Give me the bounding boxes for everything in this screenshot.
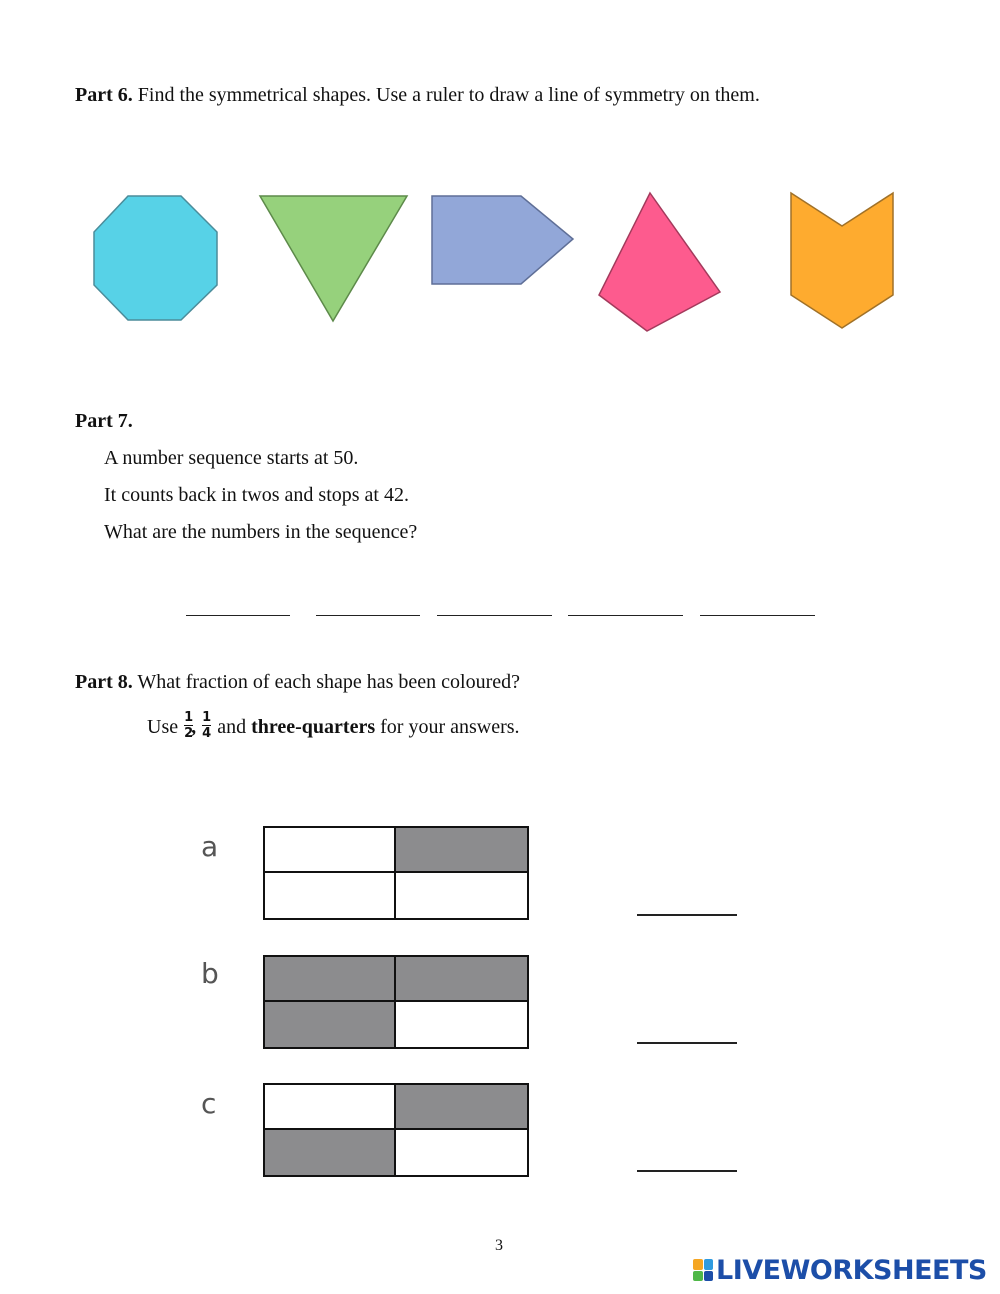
fraction-grid-c [263,1083,529,1177]
part6-instruction [75,83,760,107]
item-label-c: c [201,1087,217,1120]
answer-line-a[interactable] [637,914,737,916]
grid-b-cell-1 [265,957,396,1002]
pentagon-arrow-shape[interactable] [432,196,573,284]
item-label-b: b [201,957,219,990]
part8-instruction [75,670,520,694]
grid-a-cell-1 [265,828,396,873]
grid-a-cell-2 [396,828,527,873]
octagon-shape[interactable] [94,196,217,320]
page-number: 3 [495,1237,503,1254]
part8-label: Part 8. [75,671,133,693]
item-label-a: a [201,830,219,863]
grid-b-cell-3 [265,1002,396,1047]
kite-shape[interactable] [599,193,720,331]
part7-line-2: It counts back in twos and stops at 42. [104,484,409,506]
use-and: and [217,716,247,738]
sequence-answer-4[interactable] [568,615,683,616]
use-bold-three-quarters: three-quarters [251,716,376,738]
grid-a-cell-4 [396,873,527,918]
grid-c-cell-1 [265,1085,396,1130]
part7-line-1: A number sequence starts at 50. [104,447,359,469]
sequence-answer-5[interactable] [700,615,815,616]
grid-c-cell-2 [396,1085,527,1130]
part8-text: What fraction of each shape has been coloured? [137,671,520,693]
chevron-shape[interactable] [791,193,893,328]
answer-line-b[interactable] [637,1042,737,1044]
fraction-comma: , [191,716,197,738]
use-suffix: for your answers. [380,716,520,738]
use-prefix: Use [147,716,179,738]
grid-c-cell-3 [265,1130,396,1175]
fraction-grid-a [263,826,529,920]
grid-b-cell-2 [396,957,527,1002]
part6-text: Find the symmetrical shapes. Use a ruler to draw a line of symmetry on them. [137,84,760,106]
symmetry-shapes [0,180,1000,340]
fraction-half: $\frac{1}{2}$ [184,709,194,741]
liveworksheets-logo [693,1255,987,1285]
part6-label: Part 6. [75,84,133,106]
fraction-grid-b [263,955,529,1049]
answer-line-c[interactable] [637,1170,737,1172]
sequence-answer-3[interactable] [437,615,552,616]
sequence-answer-1[interactable] [186,615,290,616]
logo-text: LIVEWORKSHEETS [716,1254,987,1286]
triangle-shape[interactable] [260,196,407,321]
fraction-quarter: $\frac{1}{4}$ [202,709,212,741]
grid-a-cell-3 [265,873,396,918]
part8-use-line [147,709,520,744]
sequence-answer-2[interactable] [316,615,420,616]
part7-line-3: What are the numbers in the sequence? [104,521,418,543]
part7-label: Part 7. [75,410,133,432]
logo-mark-icon [693,1259,713,1281]
grid-c-cell-4 [396,1130,527,1175]
grid-b-cell-4 [396,1002,527,1047]
